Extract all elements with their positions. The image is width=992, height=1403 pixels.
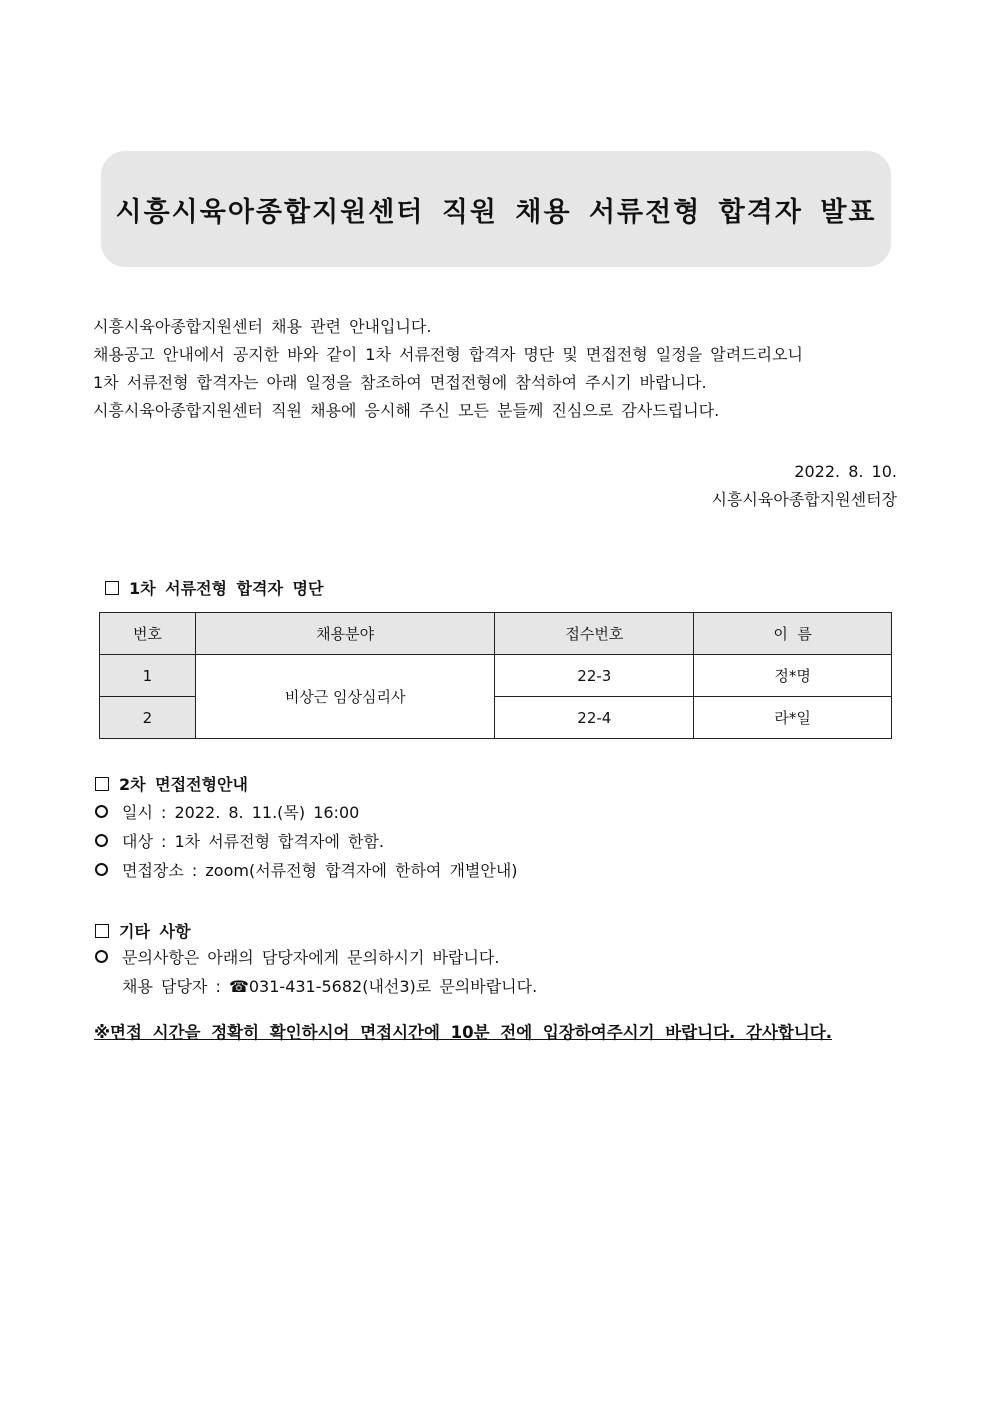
checkbox-square-icon (95, 777, 109, 791)
intro-line: 시흥시육아종합지원센터 채용 관련 안내입니다. (93, 317, 432, 336)
cell-name: 정*명 (694, 655, 892, 697)
col-header-name: 이 름 (694, 613, 892, 655)
section3-heading-text: 기타 사항 (119, 922, 191, 941)
contact-line (95, 972, 537, 1001)
list-item (95, 827, 518, 856)
phone-icon: ☎ (228, 977, 249, 996)
intro-line: 시흥시육아종합지원센터 직원 채용에 응시해 주신 모든 분들께 진심으로 감사드립니다. (93, 401, 720, 420)
circle-bullet-icon (95, 805, 108, 818)
page-title: 시흥시육아종합지원센터 직원 채용 서류전형 합격자 발표 (115, 196, 877, 228)
cell-number: 2 (100, 697, 196, 739)
date: 2022. 8. 10. (794, 462, 897, 481)
intro-line: 1차 서류전형 합격자는 아래 일정을 참조하여 면접전형에 참석하여 주시기 바랍니다. (93, 373, 707, 392)
table-row (100, 655, 892, 697)
section1-heading-text: 1차 서류전형 합격자 명단 (129, 579, 324, 598)
section1-heading (105, 576, 323, 599)
circle-bullet-icon (95, 834, 108, 847)
col-header-number: 번호 (100, 613, 196, 655)
checkbox-square-icon (95, 924, 109, 938)
section2-heading-text: 2차 면접전형안내 (119, 775, 248, 794)
list-item (95, 798, 518, 827)
circle-bullet-icon (95, 950, 108, 963)
table-header-row (100, 613, 892, 655)
circle-bullet-icon (95, 863, 108, 876)
list-item (95, 856, 518, 885)
checkbox-square-icon (105, 581, 119, 595)
etc-info-list (95, 943, 537, 1001)
col-header-field: 채용분야 (195, 613, 495, 655)
interview-info-list (95, 798, 518, 885)
notice-text: ※면접 시간을 정확히 확인하시어 면접시간에 10분 전에 입장하여주시기 바랍니다. 감사합니다. (94, 1023, 832, 1042)
list-item-text: 일시 : 2022. 8. 11.(목) 16:00 (122, 803, 360, 822)
col-header-receipt: 접수번호 (495, 613, 694, 655)
signer: 시흥시육아종합지원센터장 (711, 490, 897, 509)
contact-prefix: 채용 담당자 : (122, 977, 229, 996)
cell-receipt: 22-3 (495, 655, 694, 697)
list-item-text: 면접장소 : zoom(서류전형 합격자에 한하여 개별안내) (122, 861, 518, 880)
section3-heading (95, 919, 190, 942)
list-item-text: 대상 : 1차 서류전형 합격자에 한함. (122, 832, 385, 851)
list-item (95, 943, 537, 972)
cell-receipt: 22-4 (495, 697, 694, 739)
signature-block (712, 458, 897, 514)
contact-text: 031-431-5682(내선3)로 문의바랍니다. (248, 977, 538, 996)
intro-line: 채용공고 안내에서 공지한 바와 같이 1차 서류전형 합격자 명단 및 면접전형 일정을 알려드리오니 (93, 345, 803, 364)
cell-name: 라*일 (694, 697, 892, 739)
list-item-text: 문의사항은 아래의 담당자에게 문의하시기 바랍니다. (122, 948, 500, 967)
applicant-table (99, 612, 892, 739)
title-box (101, 151, 891, 267)
cell-field: 비상근 임상심리사 (195, 655, 495, 739)
section2-heading (95, 772, 248, 795)
cell-number: 1 (100, 655, 196, 697)
intro-text (93, 313, 898, 425)
